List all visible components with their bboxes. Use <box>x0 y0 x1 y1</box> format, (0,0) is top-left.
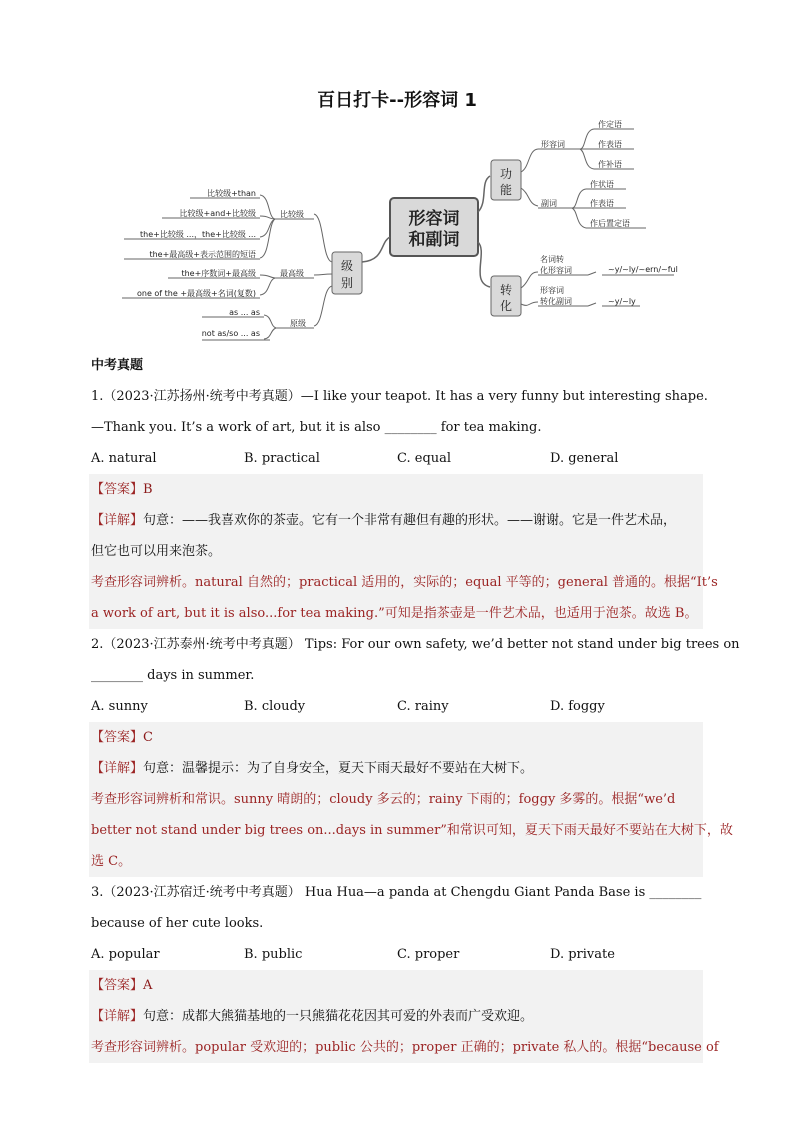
svg-text:~y/~ly/~ern/~ful: ~y/~ly/~ern/~ful <box>608 265 678 274</box>
question-stem: 3.（2023·江苏宿迁·统考中考真题） Hua Hua—a panda at Chengdu Giant Panda Base is ________ <box>91 885 702 900</box>
svg-text:作状语: 作状语 <box>590 180 614 189</box>
option-b: B. public <box>244 947 303 962</box>
option-d: D. private <box>550 947 615 962</box>
detail-tag: 【详解】 <box>91 1009 144 1024</box>
questions-content <box>91 350 740 1063</box>
analysis-text: 选 C。 <box>91 854 132 869</box>
answer-box <box>89 474 718 629</box>
option-b: B. practical <box>244 451 320 466</box>
center-line-1: 形容词 <box>408 209 460 229</box>
svg-text:名词转: 名词转 <box>540 255 564 264</box>
options <box>91 443 703 474</box>
answer: C <box>143 730 153 745</box>
svg-text:作补语: 作补语 <box>598 160 622 169</box>
option-c: C. rainy <box>397 699 449 714</box>
func-adv-label: 副词 <box>541 199 557 208</box>
svg-text:the+比较级 ...，the+比较级 ...: the+比较级 ...，the+比较级 ... <box>139 230 256 239</box>
svg-text:比较级: 比较级 <box>280 210 304 219</box>
option-c: C. proper <box>397 947 460 962</box>
answer: B <box>143 482 153 497</box>
question-stem: —Thank you. It’s a work of art, but it is also ________ for tea making. <box>91 420 542 435</box>
func-adj-label: 形容词 <box>541 140 565 149</box>
detail-tag: 【详解】 <box>91 513 144 528</box>
svg-text:作定语: 作定语 <box>598 120 622 129</box>
convert-node <box>491 276 521 316</box>
answer-tag: 【答案】 <box>91 482 144 497</box>
svg-text:化形容词: 化形容词 <box>540 266 572 275</box>
degree-node <box>332 252 362 294</box>
svg-text:the+最高级+表示范围的短语: the+最高级+表示范围的短语 <box>149 250 256 259</box>
question-2 <box>91 629 740 877</box>
svg-text:原级: 原级 <box>290 319 306 328</box>
detail-tag: 【详解】 <box>91 761 144 776</box>
answer: A <box>143 978 153 993</box>
mind-map <box>110 112 678 344</box>
answer-tag: 【答案】 <box>91 978 144 993</box>
question-1 <box>91 381 718 629</box>
detail-text: 句意：——我喜欢你的茶壶。它有一个非常有趣但有趣的形状。——谢谢。它是一件艺术品， <box>143 513 677 528</box>
answer-box <box>89 970 719 1063</box>
option-a: A. sunny <box>91 699 148 714</box>
center-line-2: 和副词 <box>408 230 460 250</box>
svg-text:作后置定语: 作后置定语 <box>590 219 630 228</box>
svg-text:as ... as: as ... as <box>229 308 260 317</box>
option-a: A. popular <box>91 947 160 962</box>
svg-text:比较级+than: 比较级+than <box>207 189 256 198</box>
option-d: D. foggy <box>550 699 605 714</box>
answer-tag: 【答案】 <box>91 730 144 745</box>
svg-text:one of the +最高级+名词(复数): one of the +最高级+名词(复数) <box>136 289 256 298</box>
svg-text:化: 化 <box>499 299 513 313</box>
options <box>91 691 703 722</box>
question-stem: ________ days in summer. <box>91 668 255 683</box>
svg-text:最高级: 最高级 <box>280 269 304 278</box>
question-stem: 1.（2023·江苏扬州·统考中考真题）—I like your teapot. It has a very funny but interesting shape. <box>91 389 708 404</box>
question-stem: 2.（2023·江苏泰州·统考中考真题） Tips: For our own safety, we’d better not stand under big trees on <box>91 637 740 652</box>
option-a: A. natural <box>91 451 157 466</box>
svg-text:~y/~ly: ~y/~ly <box>608 297 636 306</box>
svg-text:能: 能 <box>499 183 513 197</box>
analysis-text: a work of art, but it is also...for tea making.”可知是指茶壶是一件艺术品，也适用于泡茶。故选 B。 <box>91 606 698 621</box>
svg-text:形容词: 形容词 <box>540 286 564 295</box>
question-3 <box>91 877 719 1063</box>
svg-text:功: 功 <box>499 167 513 181</box>
svg-text:作表语: 作表语 <box>598 140 622 149</box>
analysis-text: 考查形容词辨析。popular 受欢迎的；public 公共的；proper 正确的；private 私人的。根据“because of <box>91 1040 719 1055</box>
svg-text:the+序数词+最高级: the+序数词+最高级 <box>181 269 256 278</box>
detail-text: 句意：温馨提示：为了自身安全，夏天下雨天最好不要站在大树下。 <box>143 761 534 776</box>
section-title: 中考真题 <box>91 358 144 373</box>
analysis-text: 考查形容词辨析和常识。sunny 晴朗的；cloudy 多云的；rainy 下雨的；foggy 多雾的。根据“we’d <box>91 792 676 807</box>
svg-text:别: 别 <box>340 276 354 290</box>
svg-text:转: 转 <box>499 283 513 297</box>
question-stem: because of her cute looks. <box>91 916 264 931</box>
svg-text:级: 级 <box>340 259 354 273</box>
option-c: C. equal <box>397 451 452 466</box>
option-d: D. general <box>550 451 619 466</box>
svg-text:比较级+and+比较级: 比较级+and+比较级 <box>179 209 256 218</box>
center-node <box>390 198 478 256</box>
analysis-text: 考查形容词辨析。natural 自然的；practical 适用的，实际的；equal 平等的；general 普通的。根据“It’s <box>91 575 718 590</box>
option-b: B. cloudy <box>244 699 306 714</box>
svg-text:转化副词: 转化副词 <box>540 297 572 306</box>
analysis-text: better not stand under big trees on...days in summer”和常识可知，夏天下雨天最好不要站在大树下，故 <box>91 823 733 838</box>
page-title: 百日打卡--形容词 1 <box>317 90 477 111</box>
svg-text:作表语: 作表语 <box>590 199 614 208</box>
function-node <box>491 160 521 200</box>
options <box>91 939 703 970</box>
svg-text:not as/so ... as: not as/so ... as <box>201 329 260 338</box>
detail-text: 句意：成都大熊猫基地的一只熊猫花花因其可爱的外表而广受欢迎。 <box>143 1009 534 1024</box>
detail-text: 但它也可以用来泡茶。 <box>91 544 222 559</box>
answer-box <box>89 722 733 877</box>
